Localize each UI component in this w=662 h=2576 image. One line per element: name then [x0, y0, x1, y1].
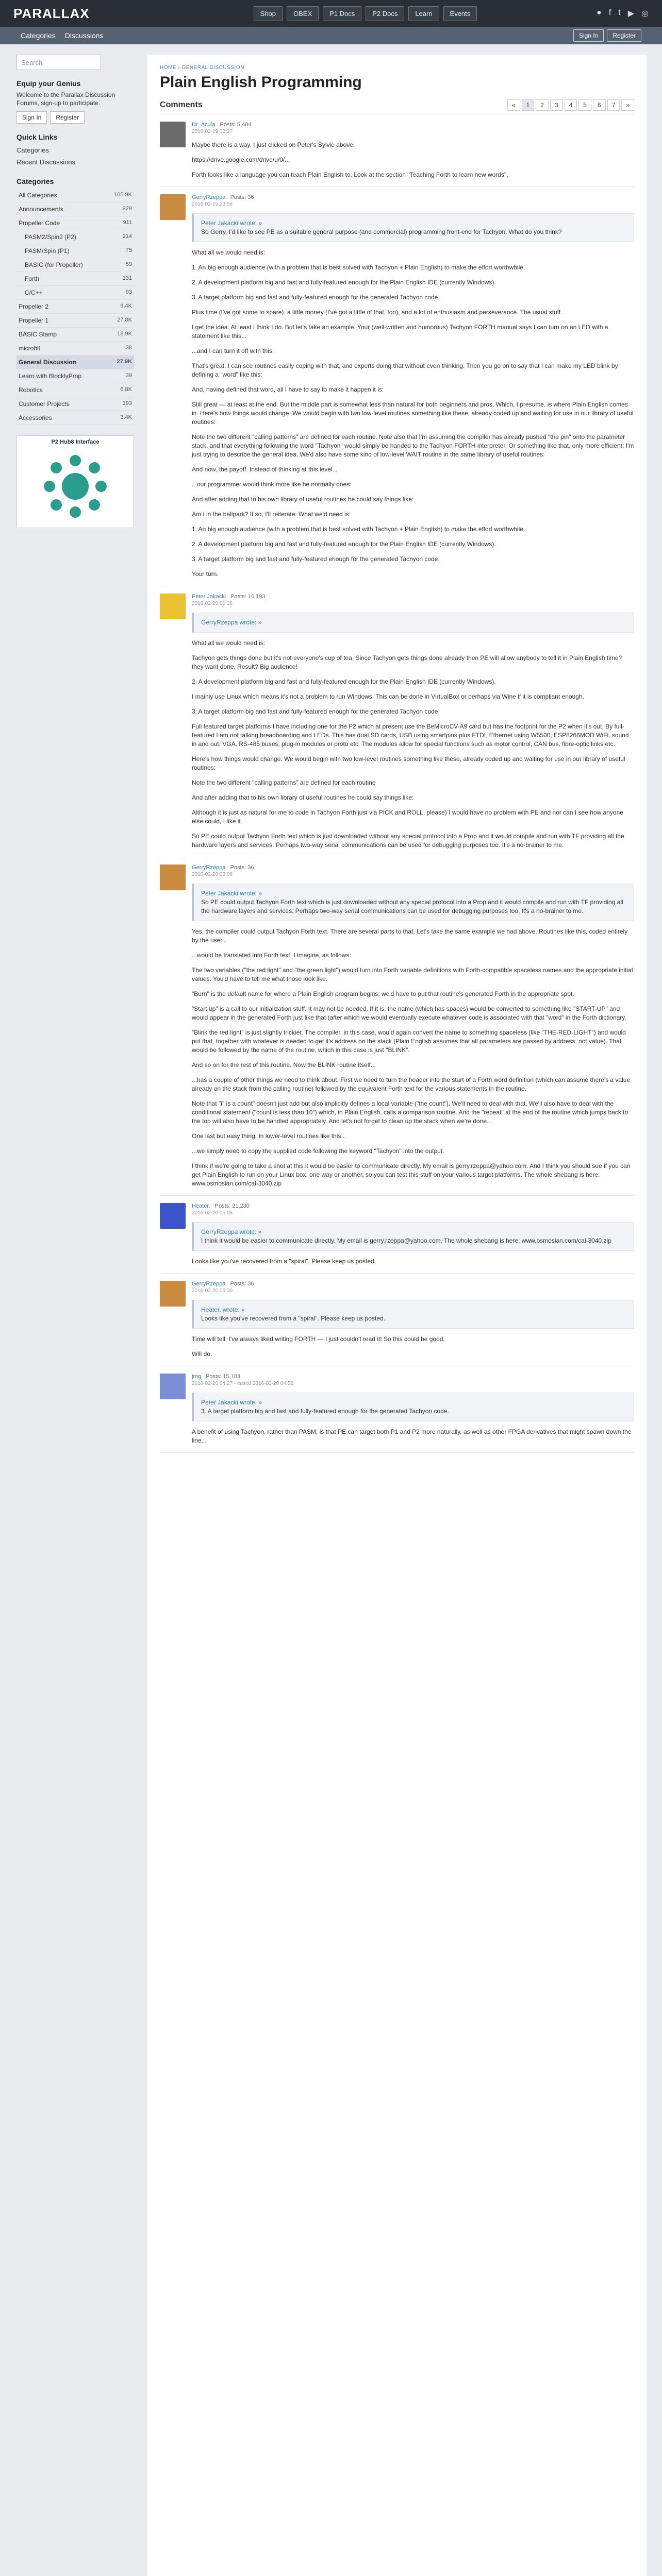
- category-count: 214: [122, 233, 132, 240]
- pager-item[interactable]: 7: [607, 99, 620, 111]
- main-content: [147, 55, 647, 2576]
- comment-paragraph: 1. An big enough audience (with a problem that is best solved with Tachyon + Plain English) to make the effort worthwhile.: [192, 526, 525, 533]
- comment-paragraph: I mainly use Linux which means it's not a problem to run Windows. This can be done in VirtualBox or perhaps via Wine if it is compliant enough.: [192, 693, 584, 700]
- category-name: Propeller 2: [19, 303, 49, 310]
- comment-paragraph: ...our programmer would think more like he normally does:: [192, 481, 352, 488]
- p2-hub-banner[interactable]: [16, 435, 134, 528]
- comment-paragraph: Here's how things would change. We would begin with two low-level routines something like these, already coded up and waiting for use in our library of useful routines:: [192, 755, 625, 771]
- category-count: 193: [122, 400, 132, 406]
- pager-item[interactable]: 2: [536, 99, 549, 111]
- comment-posts: Posts: 21,230: [214, 1203, 250, 1209]
- comment: [160, 1366, 634, 1453]
- comment-paragraph: Tachyon gets things done but it's not everyone's cup of tea. Since Tachyon gets things done already then PE will allow anybody to tell it in Plain English time? they want done. Result? Big audience!: [192, 654, 622, 670]
- comment-paragraph: "Burn" is the default name for where a Plain English program begins; we'd have to put that routine's generated Forth in the appropriate spot.: [192, 990, 574, 997]
- category-name: Learn with BlocklyProp: [19, 372, 82, 380]
- top-nav: [254, 6, 477, 21]
- comment-posts: Posts: 36: [230, 1281, 254, 1287]
- quote-text: So PE could output Tachyon Forth text which is just downloaded without any special protocol into a Prop and it would compile and run with TF providing all the hardware layers and services. Perhaps two-way serial communications can be used for debugging purposes too. It's a no-brainer to me.: [201, 899, 623, 914]
- comment-paragraph: Your turn.: [192, 570, 219, 578]
- comment-paragraph: Full featured target platforms I have including one for the P2 which at present use the BeMicroCV-A9 card but has the footprint for the P2 when it's out. By full-featured I am not talking breadboarding and LEDs. This has dual SD cards, USB using smartpins plus FTDI, Ethernet using W5500, ESP8266MOD WiFi, sound in and out, VGA, RS-485 buses, plug-in modules or proto etc. The modules allow for special functions such as motor control, CAN bus, fibre-optic links etc.: [192, 723, 629, 748]
- register-button[interactable]: Register: [607, 29, 641, 42]
- comment-paragraph: Yes, the compiler could output Tachyon Forth text. There are several parts to that. Let's take the same example we had above. Routines like this, coded entirely by the user...: [192, 928, 628, 944]
- comment-quote: [192, 613, 634, 633]
- social-icons: [597, 8, 649, 19]
- comment-date[interactable]: 2016-02-20 03:08: [192, 872, 233, 877]
- pager-item[interactable]: »: [621, 99, 634, 111]
- comment-paragraph: And after adding that to his own library of useful routines he could say things like:: [192, 496, 414, 503]
- comment-author[interactable]: jmg: [192, 1374, 201, 1380]
- quick-links-title: Quick Links: [16, 133, 58, 141]
- comment-author[interactable]: Heater.: [192, 1203, 210, 1209]
- category-item[interactable]: [16, 369, 134, 383]
- category-item[interactable]: [16, 397, 134, 411]
- category-count: 59: [125, 261, 132, 267]
- comment-paragraph: One last but easy thing. In lower-level routines like this...: [192, 1132, 346, 1140]
- comment-posts: Posts: 36: [230, 865, 254, 871]
- comment: [160, 586, 634, 857]
- category-name: All Categories: [19, 192, 57, 199]
- category-name: BASIC Stamp: [19, 331, 57, 338]
- comment-paragraph: Note the two different "calling patterns" are defined for each routine: [192, 779, 376, 786]
- comment-author[interactable]: GerryRzeppa: [192, 1281, 226, 1287]
- comment-paragraph: 3. A target platform big and fast and fully-featured enough for the generated Tachyon code.: [192, 294, 440, 301]
- comment-date[interactable]: 2016-02-19 02:27: [192, 129, 233, 134]
- category-name: Robotics: [19, 386, 43, 394]
- sub-bar: [0, 27, 662, 44]
- comment-date[interactable]: 2016-02-20 05:30: [192, 1288, 233, 1294]
- comment-paragraph: 2. A development platform big and fast and fully-featured enough for the Plain English IDE (currently Windows).: [192, 540, 496, 548]
- comment-author[interactable]: GerryRzeppa: [192, 865, 226, 871]
- quote-text: So Gerry, I'd like to see PE as a suitable general purpose (and commercial) programming front-end for Tachyon. What do you think?: [201, 228, 562, 235]
- comment-paragraph: Forth looks like a language you can teach Plain English to. Look at the section "Teaching Forth to learn new words".: [192, 171, 508, 178]
- comment-paragraph: What all we would need is:: [192, 249, 266, 256]
- comment-author[interactable]: Peter Jakacki: [192, 594, 226, 600]
- category-item[interactable]: [16, 216, 134, 230]
- category-name: Accessories: [19, 414, 52, 421]
- equip-text: Welcome to the Parallax Discussion Forums, sign-up to participate.: [16, 91, 115, 107]
- category-name: C/C++: [25, 289, 43, 296]
- category-name: PASM/Spin (P1): [25, 247, 70, 255]
- category-name: Announcements: [19, 206, 63, 213]
- facebook-icon[interactable]: f: [608, 8, 611, 17]
- quote-author[interactable]: Peter Jakacki wrote: »: [201, 1399, 262, 1406]
- category-count: 131: [122, 275, 132, 281]
- comment-paragraph: Am I in the ballpark? If so, I'll reiterate. What we'd need is:: [192, 511, 351, 518]
- quick-link-recent[interactable]: Recent Discussions: [16, 158, 76, 166]
- comment-posts: Posts: 36: [230, 194, 254, 200]
- nav-events[interactable]: Events: [443, 6, 477, 21]
- quote-author[interactable]: GerryRzeppa wrote: »: [201, 619, 262, 626]
- nav-p1-docs[interactable]: P1 Docs: [323, 6, 361, 21]
- comment-paragraph: Will do.: [192, 1350, 212, 1358]
- category-count: 93: [125, 289, 132, 295]
- quote-author[interactable]: Peter Jakacki wrote: »: [201, 890, 262, 897]
- instagram-icon[interactable]: ◎: [641, 9, 649, 18]
- comment: [160, 1274, 634, 1366]
- category-item[interactable]: [16, 300, 134, 314]
- comment-paragraph: ...we simply need to copy the supplied code following the keyword "Tachyon" into the output.: [192, 1147, 444, 1155]
- category-count: 27.9K: [117, 359, 132, 365]
- comment-quote: [192, 884, 634, 921]
- comment-paragraph: Note the two different "calling patterns" are defined for each routine. Note also that I'm assuming the compiler has already pushed "the pin" onto the parameter stack, and that everything following the word "Tachyon" would simply be handed to the Tachyon FORTH interpreter. Or something like that, only more efficient; I'm just trying to describe the general idea. We'd also have some kind of low-level WAIT routine in the same library of useful routines.: [192, 433, 634, 458]
- comment-paragraph: Note that "i" is a count" doesn't just add but also implicitly defines a local variable ("the count"). We'll need to deal with that. We'll also have to deal with the conditional statement ("count is less than 10") which, in Plain English, calls a comparison routine. And the "repeat" at the end of the routine which jumps back to the top will also have to be handled appropriately. And let's not forget to clean up the stack when we're done...: [192, 1100, 628, 1125]
- comment-author[interactable]: GerryRzeppa: [192, 194, 226, 200]
- pager-item[interactable]: 6: [593, 99, 606, 111]
- pager-item[interactable]: 4: [565, 99, 577, 111]
- category-name: PASM2/Spin2 (P2): [25, 233, 76, 241]
- pager-item[interactable]: «: [507, 99, 520, 111]
- comments-heading: Comments: [160, 100, 203, 109]
- category-item[interactable]: [16, 314, 134, 328]
- category-item[interactable]: [16, 258, 134, 272]
- category-name: BASIC (for Propeller): [25, 261, 83, 268]
- comment-posts: Posts: 15,183: [205, 1374, 241, 1380]
- avatar[interactable]: [160, 194, 186, 220]
- comment-paragraph: Looks like you've recovered from a "spiral". Please keep us posted.: [192, 1258, 376, 1265]
- category-item[interactable]: [16, 244, 134, 258]
- category-count: 911: [123, 219, 132, 226]
- avatar[interactable]: [160, 1281, 186, 1307]
- sidebar-register-button[interactable]: Register: [50, 111, 85, 124]
- comment-paragraph: Time will tell. I've always liked writing FORTH — I just couldn't read it! So this could be good.: [192, 1335, 445, 1343]
- comment-paragraph: The two variables ("the red light" and "the green light") would turn into Forth variable definitions with Forth-compatible spaceless names and the appropriate initial values. You'd have to tell me what those look like.: [192, 967, 633, 982]
- comment-quote: [192, 213, 634, 242]
- comment: [160, 187, 634, 586]
- category-count: 39: [125, 372, 132, 379]
- category-item[interactable]: [16, 383, 134, 397]
- pager-item[interactable]: 5: [578, 99, 591, 111]
- category-item[interactable]: [16, 202, 134, 216]
- category-name: Propeller Code: [19, 219, 60, 227]
- category-name: microbit: [19, 345, 41, 352]
- comment-paragraph: That's great. I can see routines easily coping with that, and experts doing that without even thinking. Then you go on to say that I can make my LED blink by defining a "word" like this:: [192, 362, 618, 378]
- comment-paragraph: And so on for the rest of this routine. Now the BLINK routine itself...: [192, 1061, 376, 1069]
- nav-p2-docs[interactable]: P2 Docs: [366, 6, 404, 21]
- quote-text: 3. A target platform big and fast and fully-featured enough for the generated Tachyon code.: [201, 1408, 449, 1415]
- category-item[interactable]: [16, 328, 134, 342]
- avatar[interactable]: [160, 1203, 186, 1229]
- comment-paragraph: 3. A target platform big and fast and fully-featured enough for the generated Tachyon code.: [192, 555, 440, 563]
- category-count: 105.9K: [114, 192, 132, 198]
- avatar[interactable]: [160, 122, 186, 147]
- comment-date[interactable]: 2016-02-20 04:27 - edited 2016-02-20 04:52: [192, 1381, 293, 1386]
- comment-paragraph: "Start up" is a call to our initialization stuff. It may not be needed. If it is, the name (which has spaces) would be converted to something like "START-UP" and would appear in the generated Forth just like that (after which we would eventually execute whatever code is associated with that "word" in the Forth dictionary.: [192, 1005, 626, 1021]
- nav-obex[interactable]: OBEX: [287, 6, 319, 21]
- quote-author[interactable]: Peter Jakacki wrote: »: [201, 219, 262, 227]
- comment-date[interactable]: 2016-02-19 23:56: [192, 201, 233, 207]
- comment-paragraph: https://drive.google.com/drive/u/0/...: [192, 156, 290, 163]
- comment-paragraph: And now, the payoff. Instead of thinking at this level...: [192, 466, 338, 473]
- quick-link-categories[interactable]: Categories: [16, 146, 49, 154]
- hub-diagram-icon: [17, 436, 134, 528]
- category-list: [16, 189, 134, 425]
- category-name: General Discussion: [19, 359, 77, 366]
- comment-paragraph: ...has a couple of other things we need to think about. First we need to turn the header into the start of a Forth word definition (which can assume there's a value already on the stack from the calling routine) followed by the equivalent Forth text for the various statements in the routine.: [192, 1076, 631, 1092]
- avatar[interactable]: [160, 865, 186, 890]
- comment-paragraph: And after adding that to his own library of useful routines he could say things like:: [192, 794, 414, 801]
- comment-paragraph: Still great — at least at the end. But the middle part is somewhat less than natural for both beginners and pros. Which, I presume, is where Plain English comes in. Here's how things would change. We would begin with two low-level routines something like these, already coded up and waiting for use in our library of useful routines:: [192, 401, 634, 426]
- comment-paragraph: A benefit of using Tachyon, rather than PASM, is that PE can target both P1 and P2 more naturally, as well as other FPGA derivatives that might spawn down the line...: [192, 1428, 632, 1444]
- breadcrumb[interactable]: HOME › GENERAL DISCUSSION: [160, 65, 244, 71]
- category-item[interactable]: [16, 355, 134, 369]
- pager-item[interactable]: 1: [522, 99, 535, 111]
- banner-title: P2 Hub8 Interface: [51, 439, 100, 445]
- comment-quote: [192, 1300, 634, 1329]
- category-item[interactable]: [16, 286, 134, 300]
- twitter-icon[interactable]: t: [618, 8, 621, 17]
- comment-paragraph: I think if we're going to take a shot at this it would be easier to communicate directly. My email is gerry.rzeppa@yahoo.com. And I think you should see if you can get Plain English to run on your Linux box, one way or another, so you can test this stuff on your various target platforms. The whole shebang is here: www.osmosian.com/cal-3040.zip: [192, 1162, 631, 1187]
- category-count: 27.8K: [117, 317, 132, 323]
- comment-quote: [192, 1393, 634, 1421]
- github-icon[interactable]: ●: [597, 8, 602, 17]
- comment-paragraph: And, having defined that word, all I have to say to make it happen it is:: [192, 386, 384, 393]
- category-count: 3.4K: [120, 414, 132, 420]
- search-input[interactable]: [16, 55, 101, 70]
- comment-paragraph: What all we would need is:: [192, 639, 266, 647]
- comment-date[interactable]: 2016-02-20 05:08: [192, 1210, 233, 1216]
- avatar[interactable]: [160, 594, 186, 619]
- parallax-logo[interactable]: PARALLAX: [13, 5, 90, 21]
- comment: [160, 114, 634, 187]
- comment-author[interactable]: Dr_Acula: [192, 122, 216, 128]
- comment-paragraph: Maybe there is a way. I just clicked on Peter's Sylvie above.: [192, 141, 355, 148]
- nav-learn[interactable]: Learn: [408, 6, 439, 21]
- pager: [507, 99, 634, 111]
- category-name: Propeller 1: [19, 317, 49, 324]
- category-count: 6.8K: [120, 386, 132, 393]
- comment-paragraph: ...would be translated into Forth text, I imagine, as follows:: [192, 952, 351, 959]
- comment-paragraph: 1. An big enough audience (with a problem that is best solved with Tachyon + Plain English) to make the effort worthwhile.: [192, 264, 525, 271]
- equip-title: Equip your Genius: [16, 79, 81, 88]
- quote-text: Looks like you've recovered from a "spiral". Please keep us posted.: [201, 1315, 385, 1322]
- category-name: Customer Projects: [19, 400, 70, 408]
- subnav-discussions[interactable]: Discussions: [64, 31, 104, 40]
- subnav-categories[interactable]: Categories: [21, 31, 56, 40]
- comment-paragraph: Plus time (I've got some to spare), a little money (I've got a little of that, too), and a lot of enthusiasm and perseverance. The usual stuff.: [192, 309, 562, 316]
- nav-shop[interactable]: Shop: [254, 6, 283, 21]
- sidebar: [16, 55, 134, 2576]
- avatar[interactable]: [160, 1374, 186, 1399]
- comment-posts: Posts: 5,484: [220, 122, 252, 128]
- comment-paragraph: ...and I can turn it off with this:: [192, 347, 274, 354]
- pager-item[interactable]: 3: [550, 99, 563, 111]
- comment: [160, 1196, 634, 1274]
- comment-paragraph: "Blink the red light" is just slightly trickier. The compiler, in this case, would again convert the name to something spaceless (like "THE-RED-LIGHT") and would put that, together with whatever is needed to get it's address on the stack (Plain English assumes that all parameters are passed by address, not value). That would be followed by the name of the routine, which in this case is just "BLINK".: [192, 1029, 626, 1054]
- sidebar-sign-in-button[interactable]: Sign In: [16, 111, 47, 124]
- comment-quote: [192, 1222, 634, 1251]
- page-title: Plain English Programming: [160, 74, 362, 91]
- top-bar: [0, 0, 662, 27]
- comment: [160, 857, 634, 1196]
- category-item[interactable]: [16, 230, 134, 244]
- comment-posts: Posts: 10,193: [230, 594, 266, 600]
- quote-author[interactable]: GerryRzeppa wrote: »: [201, 1228, 262, 1235]
- comment-paragraph: So PE could output Tachyon Forth text which is just downloaded without any special protocol into a Prop and it would compile and run with TF providing all the hardware layers and services. Perhaps two-way serial communications can be used for debugging purposes too. It's a no-brainer to me.: [192, 833, 624, 849]
- category-count: 929: [122, 206, 132, 212]
- category-item[interactable]: [16, 272, 134, 286]
- comment-date[interactable]: 2016-02-20 01:38: [192, 601, 233, 606]
- category-count: 38: [125, 345, 132, 351]
- comment-paragraph: 3. A target platform big and fast and fully-featured enough for the generated Tachyon code.: [192, 708, 440, 715]
- category-count: 18.9K: [117, 331, 132, 337]
- comment-paragraph: 2. A development platform big and fast and fully-featured enough for the Plain English IDE (currently Windows).: [192, 678, 496, 685]
- category-item[interactable]: [16, 342, 134, 355]
- comment-paragraph: 2. A development platform big and fast and fully-featured enough for the Plain English IDE (currently Windows).: [192, 279, 496, 286]
- category-name: Forth: [25, 275, 40, 282]
- quote-author[interactable]: Heater. wrote: »: [201, 1306, 245, 1313]
- quote-text: I think it would be easier to communicate directly. My email is gerry.rzeppa@yahoo.com. The whole shebang is here: www.osmosian.com/cal-3040.zip: [201, 1237, 611, 1244]
- category-count: 75: [125, 247, 132, 253]
- sign-in-button[interactable]: Sign In: [573, 29, 604, 42]
- youtube-icon[interactable]: ▶: [627, 9, 635, 18]
- comment-paragraph: I get the idea. At least I think I do. But let's take an example. Your (well-written and humorous) Tachyon FORTH manual says I can turn on an LED with a statement like this...: [192, 324, 608, 340]
- comment-paragraph: Although it is just as natural for me to code in Tachyon Forth just via PICK and ROLL, please) I would have no problem with PE and nor can I see how anyone else could, I like it.: [192, 809, 623, 825]
- category-item[interactable]: [16, 411, 134, 425]
- categories-title: Categories: [16, 177, 54, 185]
- category-count: 9.4K: [120, 303, 132, 309]
- category-item[interactable]: [16, 189, 134, 202]
- comment-list: [160, 114, 634, 1453]
